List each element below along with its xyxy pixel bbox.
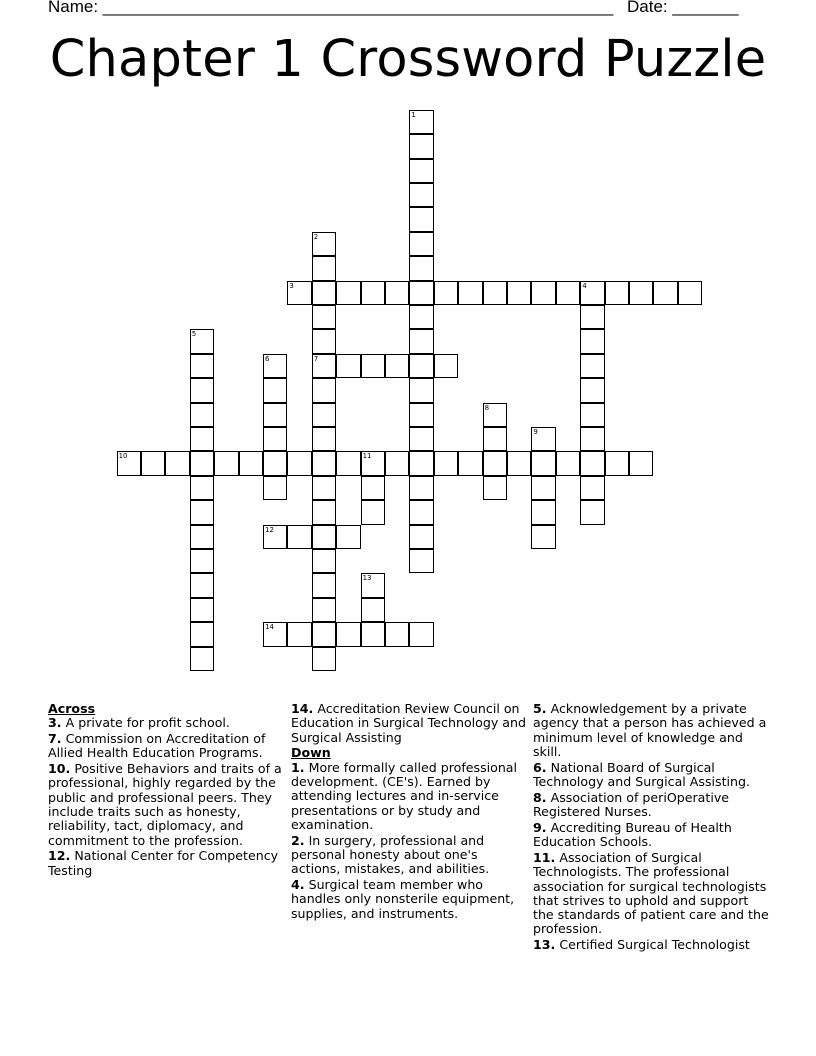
grid-cell[interactable] xyxy=(580,403,604,427)
grid-cell[interactable] xyxy=(409,549,433,573)
grid-cell[interactable] xyxy=(312,329,336,353)
grid-cell[interactable] xyxy=(336,354,360,378)
grid-cell[interactable] xyxy=(531,476,555,500)
clue-12 xyxy=(48,849,284,878)
grid-cell[interactable] xyxy=(580,378,604,402)
clue-text: Association of periOperative Registered Nurses. xyxy=(533,789,730,820)
grid-cell[interactable] xyxy=(336,525,360,549)
grid-cell[interactable] xyxy=(361,622,385,646)
grid-cell[interactable] xyxy=(409,354,433,378)
clues-column-2 xyxy=(291,702,527,922)
grid-cell[interactable] xyxy=(678,281,702,305)
grid-cell[interactable] xyxy=(312,403,336,427)
across-clue-list-continued xyxy=(291,702,527,745)
cell-number: 7 xyxy=(313,354,319,363)
grid-cell[interactable] xyxy=(483,476,507,500)
grid-cell[interactable] xyxy=(409,329,433,353)
grid-cell[interactable] xyxy=(580,500,604,524)
cell-number: 8 xyxy=(484,403,490,412)
grid-cell[interactable] xyxy=(483,281,507,305)
clue-8 xyxy=(533,791,769,820)
clue-number: 9. xyxy=(533,819,547,835)
down-clue-list xyxy=(291,761,527,921)
clue-11 xyxy=(533,851,769,937)
grid-cell[interactable] xyxy=(507,281,531,305)
clue-text: National Center for Competency Testing xyxy=(48,848,279,878)
grid-cell[interactable] xyxy=(531,281,555,305)
grid-cell[interactable] xyxy=(385,622,409,646)
cell-number: 11 xyxy=(362,452,372,461)
clues-column-1 xyxy=(48,702,284,880)
grid-cell[interactable] xyxy=(312,500,336,524)
cell-number: 10 xyxy=(118,452,128,461)
clue-text: Surgical team member who handles only nonsterile equipment, supplies, and instruments. xyxy=(291,877,515,921)
grid-cell[interactable] xyxy=(287,451,311,475)
clue-7 xyxy=(48,732,284,761)
grid-cell[interactable] xyxy=(312,573,336,597)
grid-cell[interactable] xyxy=(361,354,385,378)
clue-number: 13. xyxy=(533,937,556,953)
grid-cell[interactable] xyxy=(580,354,604,378)
grid-cell[interactable] xyxy=(214,451,238,475)
grid-cell[interactable] xyxy=(434,451,458,475)
grid-cell[interactable] xyxy=(556,451,580,475)
grid-cell[interactable] xyxy=(165,451,189,475)
grid-cell[interactable] xyxy=(605,451,629,475)
grid-cell[interactable] xyxy=(190,647,214,671)
clue-number: 1. xyxy=(291,759,305,775)
cell-number: 6 xyxy=(265,354,270,363)
grid-cell[interactable] xyxy=(190,427,214,451)
grid-cell[interactable] xyxy=(458,281,482,305)
grid-cell[interactable] xyxy=(580,329,604,353)
grid-cell[interactable] xyxy=(580,427,604,451)
down-clue-list-continued xyxy=(533,702,769,953)
grid-cell[interactable] xyxy=(312,647,336,671)
grid-cell[interactable] xyxy=(336,451,360,475)
date-field-label: Date: _______ xyxy=(627,0,739,16)
clue-text: National Board of Surgical Technology and Surgical Assisting. xyxy=(533,759,751,789)
grid-cell[interactable] xyxy=(190,500,214,524)
grid-cell[interactable] xyxy=(409,110,433,134)
clue-number: 6. xyxy=(533,759,547,775)
clue-2 xyxy=(291,834,527,877)
clue-text: In surgery, professional and personal honesty about one's actions, mistakes, and abilities. xyxy=(291,832,490,877)
grid-cell[interactable] xyxy=(409,622,433,646)
clue-text: Association of Surgical Technologists. The professional association for surgical technologists that strives to uphold and support the standards of patient care and the profession. xyxy=(533,849,769,937)
grid-cell[interactable] xyxy=(629,281,653,305)
clue-text: Commission on Accreditation of Allied Health Education Programs. xyxy=(48,731,266,761)
grid-cell[interactable] xyxy=(361,500,385,524)
clue-number: 7. xyxy=(48,731,62,747)
clue-number: 11. xyxy=(533,849,556,865)
clue-5 xyxy=(533,702,769,759)
grid-cell[interactable] xyxy=(580,305,604,329)
grid-cell[interactable] xyxy=(409,281,433,305)
grid-cell[interactable] xyxy=(409,525,433,549)
clue-1 xyxy=(291,761,527,832)
grid-cell[interactable] xyxy=(190,403,214,427)
clue-number: 14. xyxy=(291,701,314,716)
down-heading: Down xyxy=(291,745,331,761)
grid-cell[interactable] xyxy=(263,622,287,646)
grid-cell[interactable] xyxy=(263,378,287,402)
grid-cell[interactable] xyxy=(361,451,385,475)
grid-cell[interactable] xyxy=(409,378,433,402)
grid-cell[interactable] xyxy=(409,159,433,183)
grid-cell[interactable] xyxy=(312,354,336,378)
grid-cell[interactable] xyxy=(409,403,433,427)
grid-cell[interactable] xyxy=(287,622,311,646)
grid-cell[interactable] xyxy=(190,549,214,573)
grid-cell[interactable] xyxy=(483,403,507,427)
cell-number: 5 xyxy=(191,330,197,339)
grid-cell[interactable] xyxy=(409,207,433,231)
cell-number: 12 xyxy=(265,525,274,534)
grid-cell[interactable] xyxy=(361,573,385,597)
grid-cell[interactable] xyxy=(361,598,385,622)
grid-cell[interactable] xyxy=(312,622,336,646)
grid-cell[interactable] xyxy=(190,354,214,378)
clue-4 xyxy=(291,878,527,921)
grid-cell[interactable] xyxy=(312,281,336,305)
grid-cell[interactable] xyxy=(263,354,287,378)
cell-number: 14 xyxy=(265,623,274,632)
grid-cell[interactable] xyxy=(409,500,433,524)
clue-number: 3. xyxy=(48,715,62,731)
clue-6 xyxy=(533,761,769,790)
grid-cell[interactable] xyxy=(312,378,336,402)
grid-cell[interactable] xyxy=(312,232,336,256)
clue-number: 10. xyxy=(48,761,71,777)
clue-text: More formally called professional development. (CE's). Earned by attending lectures and in-service presentations or by study and examination. xyxy=(291,759,518,832)
grid-cell[interactable] xyxy=(409,305,433,329)
grid-cell[interactable] xyxy=(336,622,360,646)
grid-cell[interactable] xyxy=(409,256,433,280)
cell-number: 1 xyxy=(411,110,416,119)
grid-cell[interactable] xyxy=(580,281,604,305)
grid-cell[interactable] xyxy=(458,451,482,475)
grid-cell[interactable] xyxy=(190,378,214,402)
grid-cell[interactable] xyxy=(361,281,385,305)
grid-cell[interactable] xyxy=(117,451,141,475)
grid-cell[interactable] xyxy=(312,305,336,329)
grid-cell[interactable] xyxy=(263,403,287,427)
clue-text: Accrediting Bureau of Health Education Schools. xyxy=(533,819,732,850)
grid-cell[interactable] xyxy=(239,451,263,475)
grid-cell[interactable] xyxy=(361,476,385,500)
grid-cell[interactable] xyxy=(556,281,580,305)
grid-cell[interactable] xyxy=(141,451,165,475)
grid-cell[interactable] xyxy=(336,281,360,305)
clue-text: Acknowledgement by a private agency that a person has achieved a minimum level of knowledge and skill. xyxy=(533,701,767,759)
across-clue-list xyxy=(48,716,284,878)
clue-10 xyxy=(48,762,284,848)
clue-number: 4. xyxy=(291,877,305,893)
grid-cell[interactable] xyxy=(385,354,409,378)
grid-cell[interactable] xyxy=(287,525,311,549)
grid-cell[interactable] xyxy=(190,525,214,549)
grid-cell[interactable] xyxy=(190,451,214,475)
grid-cell[interactable] xyxy=(409,183,433,207)
grid-cell[interactable] xyxy=(263,427,287,451)
grid-cell[interactable] xyxy=(312,476,336,500)
grid-cell[interactable] xyxy=(409,427,433,451)
grid-cell[interactable] xyxy=(312,256,336,280)
clue-text: Certified Surgical Technologist xyxy=(559,937,750,953)
cell-number: 4 xyxy=(582,281,587,290)
grid-cell[interactable] xyxy=(190,573,214,597)
grid-cell[interactable] xyxy=(531,500,555,524)
grid-cell[interactable] xyxy=(434,281,458,305)
grid-cell[interactable] xyxy=(312,549,336,573)
clue-text: Accreditation Review Council on Education in Surgical Technology and Surgical Assisting xyxy=(291,701,526,745)
clue-number: 2. xyxy=(291,832,305,848)
grid-cell[interactable] xyxy=(190,622,214,646)
grid-cell[interactable] xyxy=(312,427,336,451)
clue-13 xyxy=(533,938,769,952)
grid-cell[interactable] xyxy=(409,134,433,158)
grid-cell[interactable] xyxy=(483,451,507,475)
grid-cell[interactable] xyxy=(531,525,555,549)
grid-cell[interactable] xyxy=(409,232,433,256)
grid-cell[interactable] xyxy=(580,476,604,500)
page-title: Chapter 1 Crossword Puzzle xyxy=(49,30,767,89)
clues-column-3 xyxy=(533,702,769,954)
clue-9 xyxy=(533,821,769,850)
cell-number: 9 xyxy=(533,428,538,436)
cell-number: 2 xyxy=(313,232,319,241)
grid-cell[interactable] xyxy=(263,525,287,549)
grid-cell[interactable] xyxy=(190,598,214,622)
grid-cell[interactable] xyxy=(629,451,653,475)
grid-cell[interactable] xyxy=(653,281,677,305)
grid-cell[interactable] xyxy=(385,281,409,305)
grid-cell[interactable] xyxy=(263,476,287,500)
grid-cell[interactable] xyxy=(312,525,336,549)
cell-number: 13 xyxy=(362,574,372,583)
grid-cell[interactable] xyxy=(312,598,336,622)
clue-number: 12. xyxy=(48,848,71,864)
grid-cell[interactable] xyxy=(190,476,214,500)
cell-number: 3 xyxy=(289,281,294,290)
grid-cell[interactable] xyxy=(385,451,409,475)
clue-text: Positive Behaviors and traits of a professional, highly regarded by the public and professional peers. They include traits such as honesty, reliability, tact, diplomacy, and commitment to the profession. xyxy=(48,761,282,848)
grid-cell[interactable] xyxy=(580,451,604,475)
grid-cell[interactable] xyxy=(531,451,555,475)
grid-cell[interactable] xyxy=(312,451,336,475)
grid-cell[interactable] xyxy=(409,451,433,475)
clue-number: 8. xyxy=(533,789,547,805)
grid-cell[interactable] xyxy=(483,427,507,451)
grid-cell[interactable] xyxy=(605,281,629,305)
grid-cell[interactable] xyxy=(434,354,458,378)
grid-cell[interactable] xyxy=(507,451,531,475)
clue-14 xyxy=(291,702,527,745)
across-heading: Across xyxy=(48,701,96,716)
name-field-label: Name: ______________________________________________________ xyxy=(48,0,614,16)
grid-cell[interactable] xyxy=(409,476,433,500)
grid-cell[interactable] xyxy=(263,451,287,475)
grid-cell[interactable] xyxy=(190,329,214,353)
clue-number: 5. xyxy=(533,701,547,716)
grid-cell[interactable] xyxy=(287,281,311,305)
clue-3 xyxy=(48,716,284,730)
clue-text: A private for profit school. xyxy=(65,715,230,731)
grid-cell[interactable] xyxy=(531,427,555,451)
